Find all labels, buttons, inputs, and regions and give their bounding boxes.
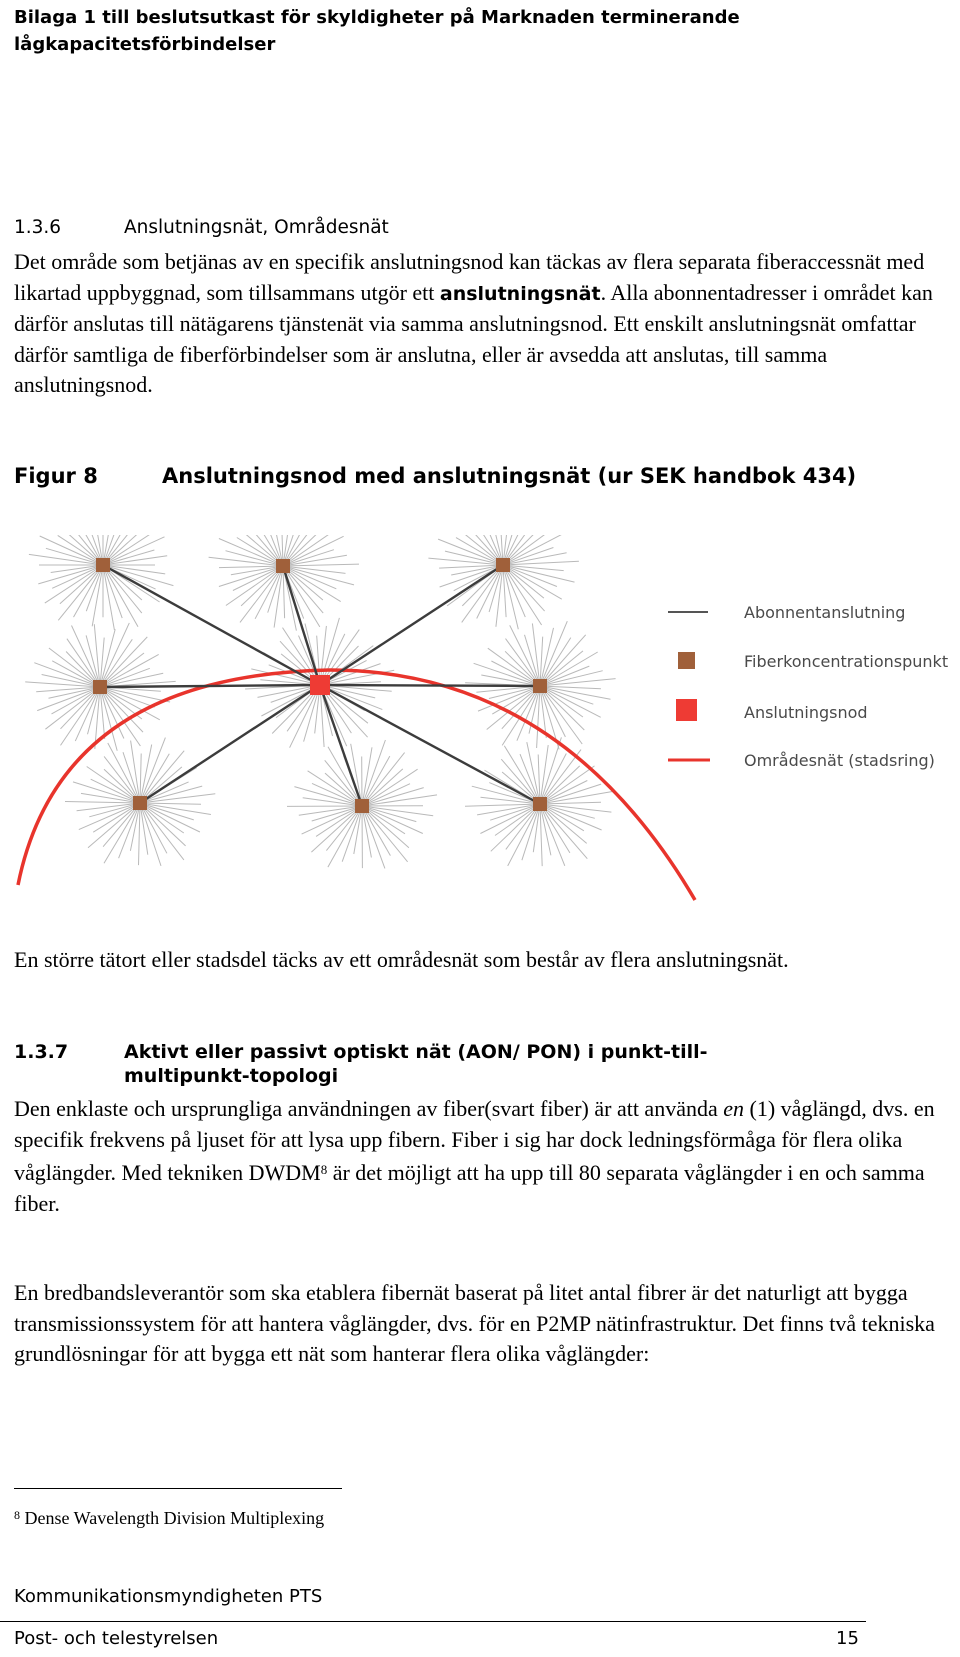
- subscriber-line: [103, 565, 173, 586]
- subscriber-line: [52, 687, 101, 714]
- subscriber-line: [93, 803, 140, 832]
- concentration-point: [93, 680, 107, 694]
- section-number: 1.3.7: [14, 1041, 69, 1063]
- concentration-point: [133, 796, 147, 810]
- footnote-ref[interactable]: 8: [320, 1162, 328, 1178]
- bold-term: anslutningsnät: [439, 282, 601, 305]
- subscriber-line: [362, 806, 385, 868]
- legend-subscriber: Abonnentanslutning: [744, 603, 906, 622]
- page-number: 15: [836, 1628, 859, 1649]
- subscriber-line: [362, 806, 408, 862]
- subscriber-line: [294, 787, 362, 806]
- text-run: Den enklaste och ursprungliga användningen av fiber(svart fiber) är att använda: [14, 1096, 724, 1121]
- network-diagram: [0, 535, 960, 920]
- subscriber-line: [480, 804, 540, 834]
- legend-ring: Områdesnät (stadsring): [744, 751, 935, 770]
- subscriber-line: [496, 565, 503, 627]
- subscriber-star: [428, 535, 579, 629]
- fiber-link: [320, 685, 540, 686]
- subscriber-line: [362, 769, 418, 806]
- subscriber-line: [503, 535, 563, 565]
- footnote-divider: [14, 1488, 342, 1489]
- subscriber-line: [540, 766, 595, 804]
- paragraph-after-figure: En större tätort eller stadsdel täcks av ett områdesnät som består av flera anslutningsnät.: [14, 947, 789, 972]
- subscriber-line: [540, 638, 571, 686]
- section-number: 1.3.6: [14, 217, 62, 238]
- subscriber-line: [488, 648, 540, 686]
- subscriber-line: [100, 654, 159, 687]
- subscriber-line: [540, 686, 601, 717]
- paragraph-anslutningsnat: [14, 247, 944, 401]
- subscriber-line: [226, 566, 283, 606]
- subscriber-line: [87, 767, 140, 804]
- section-heading-136: [14, 216, 914, 240]
- subscriber-line: [503, 565, 542, 625]
- subscriber-line: [140, 751, 184, 803]
- text-run: är det möjligt att ha upp till 80 separata våglängder i en och samma fiber.: [14, 1160, 925, 1216]
- concentration-point: [355, 799, 369, 813]
- subscriber-line: [311, 806, 362, 852]
- legend-fcp: Fiberkoncentrationspunkt: [744, 652, 949, 671]
- subscriber-line: [428, 558, 503, 565]
- legend: [668, 603, 948, 770]
- subscriber-line: [362, 740, 385, 806]
- subscriber-line: [52, 661, 100, 687]
- subscriber-line: [308, 771, 362, 806]
- figure-title: Anslutningsnod med anslutningsnät (ur SEK handbok 434): [162, 464, 857, 488]
- footer-name: Post- och telestyrelsen: [14, 1628, 219, 1649]
- legend-fcp-square: [678, 652, 695, 669]
- subscriber-star: [209, 535, 359, 631]
- subscriber-line: [103, 565, 142, 613]
- subscriber-line: [140, 803, 200, 832]
- subscriber-line: [540, 804, 587, 859]
- subscriber-line: [462, 565, 503, 622]
- paragraph-p2mp: En bredbandsleverantör som ska etablera fibernät baserat på litet antal fibrer är det naturligt att bygga transmissionssystem för att hantera våglängder, dvs. för en P2MP nätinfrastruktur. Det finns två tekniska grundlösningar för att bygga ett nät som hanterar flera olika våglängder:: [14, 1280, 935, 1367]
- paragraph-dwdm: [14, 1094, 944, 1219]
- text-run: Det område som betjänas av en specifik anslutningsnod kan täckas av flera separata fiberaccessnät med likartad uppbyggnad, som tillsammans utgör ett: [14, 249, 925, 305]
- subscriber-line: [233, 566, 283, 591]
- legend-node: Anslutningsnod: [744, 703, 868, 722]
- subscriber-line: [100, 687, 160, 720]
- subscriber-line: [140, 803, 184, 860]
- footnote-text: Dense Wavelength Division Multiplexing: [20, 1508, 325, 1528]
- subscriber-line: [38, 565, 103, 584]
- subscriber-line: [362, 753, 405, 806]
- footnote: [14, 1503, 324, 1530]
- subscriber-line: [139, 803, 141, 865]
- subscriber-line: [140, 754, 169, 803]
- fiber-link: [140, 685, 320, 803]
- subscriber-line: [100, 639, 132, 687]
- subscriber-line: [67, 639, 100, 687]
- subscriber-line: [503, 565, 562, 599]
- section-title: Aktivt eller passivt optiskt nät (AON/ PON) i punkt-till-multipunkt-topologi: [124, 1041, 708, 1087]
- concentration-point: [496, 558, 510, 572]
- subscriber-line: [283, 536, 344, 566]
- subscriber-stars: [25, 535, 615, 868]
- document-header: [14, 4, 914, 58]
- subscriber-line: [283, 566, 323, 613]
- subscriber-line: [283, 566, 320, 627]
- subscriber-line: [491, 661, 540, 686]
- subscriber-line: [540, 635, 586, 686]
- concentration-point: [533, 679, 547, 693]
- subscriber-line: [104, 803, 140, 863]
- legend-node-square: [676, 699, 697, 721]
- header-line-1: Bilaga 1 till beslutsutkast för skyldigheter på Marknaden terminerande: [14, 7, 740, 28]
- section-title: Anslutningsnät, Områdesnät: [124, 217, 389, 238]
- subscriber-line: [58, 565, 103, 620]
- concentration-point: [533, 797, 547, 811]
- fiber-link: [320, 685, 540, 804]
- concentration-point: [96, 558, 110, 572]
- emphasis: en: [723, 1096, 744, 1121]
- footnote-mark: 8: [14, 1508, 20, 1522]
- subscriber-line: [61, 687, 101, 745]
- figure-label: Figur 8: [14, 464, 98, 488]
- subscriber-star: [29, 535, 174, 630]
- subscriber-line: [45, 565, 103, 603]
- footer-org: Kommunikationsmyndigheten PTS: [14, 1586, 323, 1607]
- subscriber-line: [502, 686, 540, 745]
- access-node: [310, 675, 330, 695]
- text-run: (1) våglängd, dvs. en specifik frekvens på ljuset för att lysa upp fibern. Fiber i sig har dock ledningsförmåga för flera olika våglängder. Med tekniken DWDM: [14, 1096, 935, 1186]
- header-line-2: lågkapacitetsförbindelser: [14, 34, 276, 55]
- subscriber-line: [540, 804, 570, 853]
- footer-divider: [0, 1621, 866, 1622]
- subscriber-line: [540, 781, 587, 805]
- subscriber-line: [103, 535, 150, 565]
- concentration-point: [276, 559, 290, 573]
- text-run: . Alla abonnentadresser i området kan därför anslutas till nätägarens tjänstenät via samma anslutningsnod. Ett enskilt anslutningsnät omfattar därför samtliga de fiberförbindelser som är anslutna, eller är avsedda att anslutas, till samma anslutningsnod.: [14, 279, 933, 398]
- subscriber-line: [65, 802, 140, 804]
